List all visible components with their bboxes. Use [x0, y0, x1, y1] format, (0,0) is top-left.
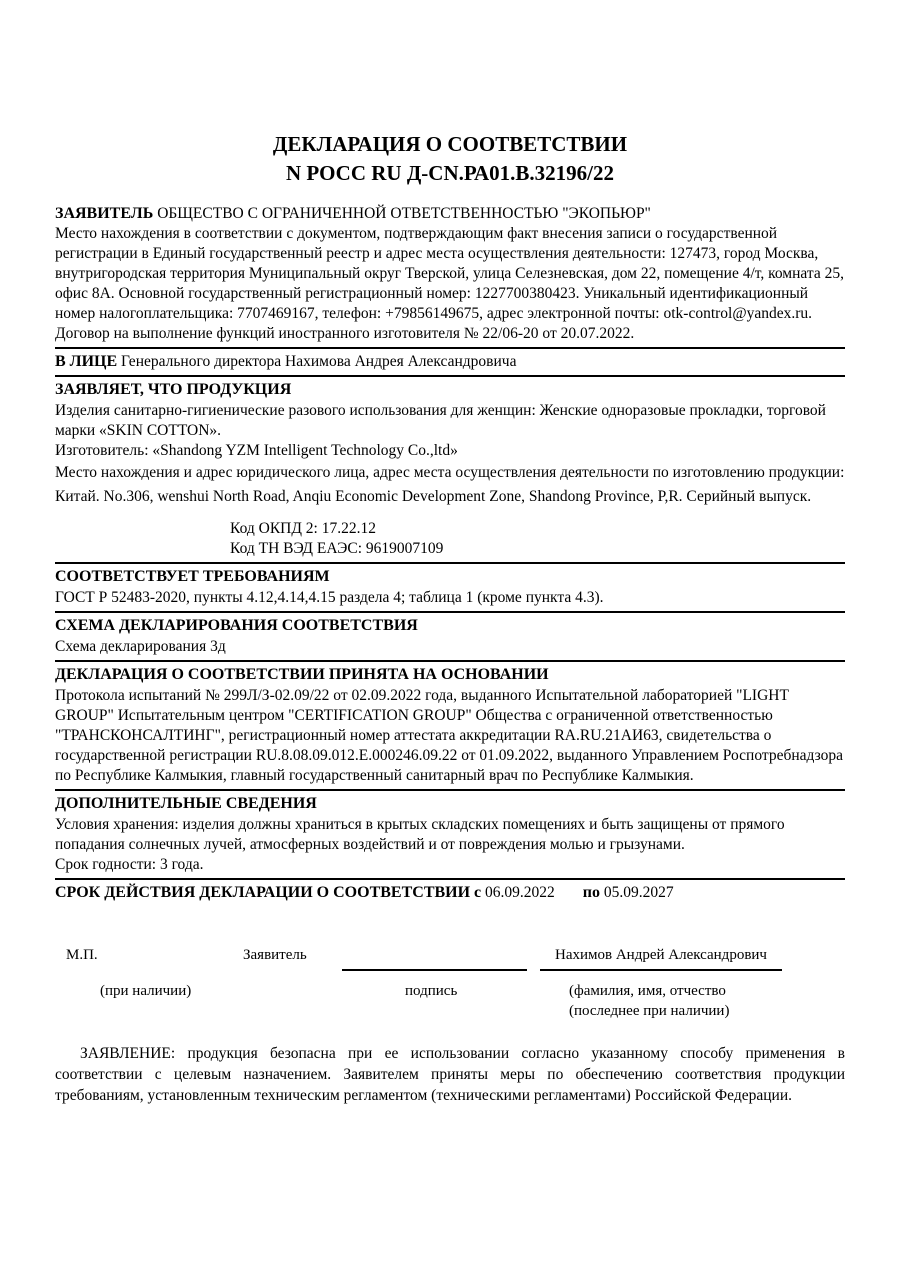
okpd-code: Код ОКПД 2: 17.22.12 [230, 520, 376, 537]
document-title-line1: ДЕКЛАРАЦИЯ О СООТВЕТСТВИИ [272, 132, 628, 156]
validity-label: СРОК ДЕЙСТВИЯ ДЕКЛАРАЦИИ О СООТВЕТСТВИИ с [55, 884, 482, 901]
section-divider [55, 878, 845, 880]
product-section-header: ЗАЯВЛЯЕТ, ЧТО ПРОДУКЦИЯ [55, 381, 292, 398]
document-content [55, 130, 845, 1106]
section-divider [55, 375, 845, 377]
section-divider [55, 611, 845, 613]
section-divider [55, 660, 845, 662]
document-title [55, 130, 845, 188]
stamp-note: (при наличии) [100, 983, 192, 999]
applicant-address: Место нахождения в соответствии с документом, подтверждающим факт внесения записи о государственной регистрации в Единый государственный реестр и адрес места осуществления деятельности: 127473, город Москва, внутригородская территория Муниципальный округ Тверской, улица Селезневская, дом 22, помещение 4/т, комната 25, офис 8А. Основной государственный регистрационный номер: 1227700380423. Уникальный идентификационный номер налогоплательщика: 7707469167, телефон: +79856149675, адрес электронной почты: otk-control@yandex.ru. [55, 225, 844, 322]
storage-conditions: Условия хранения: изделия должны храниться в крытых складских помещениях и быть защищены от прямого попадания солнечных лучей, атмосферных воздействий и от повреждения молью и грызунами. [55, 816, 785, 853]
document-number: N РОСС RU Д-CN.РА01.В.32196/22 [285, 161, 615, 185]
scheme-section-header: СХЕМА ДЕКЛАРИРОВАНИЯ СООТВЕТСТВИЯ [55, 617, 418, 634]
validity-date-from: 06.09.2022 [485, 884, 555, 901]
shelf-life: Срок годности: 3 года. [55, 856, 204, 873]
section-divider [55, 789, 845, 791]
section-divider [55, 562, 845, 564]
applicant-line [55, 204, 845, 224]
product-codes [230, 519, 845, 559]
signature-applicant-label: Заявитель [243, 947, 307, 963]
tnved-code: Код ТН ВЭД ЕАЭС: 9619007109 [230, 540, 444, 557]
name-note-line1: (фамилия, имя, отчество [569, 983, 726, 999]
manufacturer-address: Место нахождения и адрес юридического лица, адрес места осуществления деятельности по изготовлению продукции: Китай. No.306, wenshui North Road, Anqiu Economic Development Zone, Shandong Province, P,R. Серийный выпуск. [55, 464, 845, 505]
section-divider [55, 347, 845, 349]
validity-line [55, 883, 845, 903]
basis-section-header: ДЕКЛАРАЦИЯ О СООТВЕТСТВИИ ПРИНЯТА НА ОСНОВАНИИ [55, 666, 549, 683]
in-person-line [55, 352, 845, 372]
name-note-line2: (последнее при наличии) [569, 1003, 730, 1019]
in-person-label: В ЛИЦЕ [55, 353, 118, 370]
signatory-name: Нахимов Андрей Александрович [555, 947, 767, 963]
signature-block [55, 945, 845, 1027]
validity-date-to: 05.09.2027 [603, 884, 674, 901]
applicant-contract: Договор на выполнение функций иностранного изготовителя № 22/06-20 от 20.07.2022. [55, 325, 635, 342]
additional-section-header: ДОПОЛНИТЕЛЬНЫЕ СВЕДЕНИЯ [55, 795, 317, 812]
manufacturer-line: Изготовитель: «Shandong YZM Intelligent Technology Co.,ltd» [55, 442, 458, 459]
in-person-text: Генерального директора Нахимова Андрея Александровича [121, 353, 517, 370]
product-description: Изделия санитарно-гигиенические разового использования для женщин: Женские одноразовые прокладки, торговой марки «SKIN COTTON». [55, 402, 826, 439]
validity-to-label: по [582, 884, 600, 901]
scheme-text: Схема декларирования 3д [55, 638, 226, 655]
signature-note: подпись [405, 983, 458, 999]
final-statement: ЗАЯВЛЕНИЕ: продукция безопасна при ее использовании согласно указанному способу применения в соответствии с целевым назначением. Заявителем приняты меры по обеспечению соответствия продукции требованиям, установленным техническим регламентом (техническими регламентами) Российской Федерации. [55, 1045, 845, 1104]
conformity-section-header: СООТВЕТСТВУЕТ ТРЕБОВАНИЯМ [55, 568, 330, 585]
applicant-company: ОБЩЕСТВО С ОГРАНИЧЕННОЙ ОТВЕТСТВЕННОСТЬЮ "ЭКОПЬЮР" [157, 205, 651, 222]
stamp-label: М.П. [66, 947, 98, 963]
applicant-label: ЗАЯВИТЕЛЬ [55, 205, 154, 222]
conformity-text: ГОСТ Р 52483-2020, пункты 4.12,4.14,4.15 раздела 4; таблица 1 (кроме пункта 4.3). [55, 589, 604, 606]
name-line [540, 969, 782, 971]
basis-text: Протокола испытаний № 299Л/З-02.09/22 от 02.09.2022 года, выданного Испытательной лабораторией "LIGHT GROUP" Испытательным центром "CERTIFICATION GROUP" Общества с ограниченной ответственностью "ТРАНСКОНСАЛТИНГ", регистрационный номер аттестата аккредитации RA.RU.21АИ63, свидетельства о государственной регистрации RU.8.08.09.012.Е.000246.09.22 от 01.09.2022, выданного Управлением Роспотребнадзора по Республике Калмыкия, главный государственный санитарный врач по Республике Калмыкия. [55, 687, 844, 784]
signature-line [342, 969, 527, 971]
